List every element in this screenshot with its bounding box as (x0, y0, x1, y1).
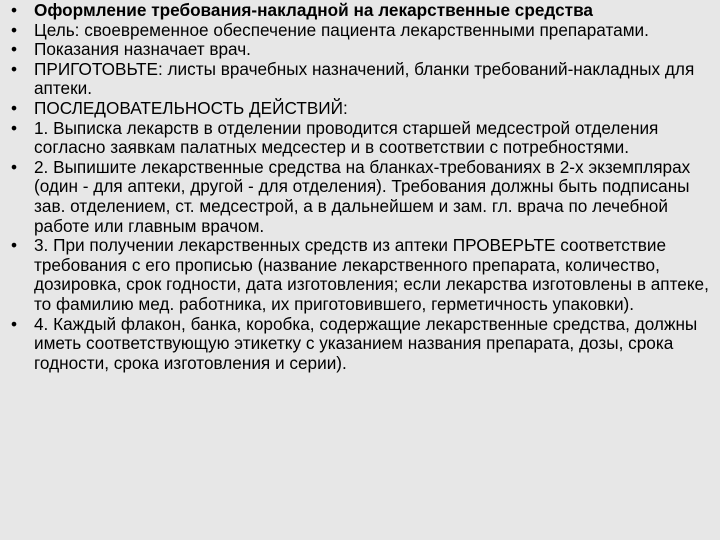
list-item-indications (6, 40, 712, 60)
bullet-list (6, 1, 712, 373)
slide-title: Оформление требования-накладной на лекарственные средства (34, 0, 593, 20)
list-item-goal (6, 21, 712, 41)
bullet-icon: • (10, 39, 18, 60)
goal-text: Цель: своевременное обеспечение пациента лекарственными препаратами. (34, 19, 649, 40)
bullet-icon: • (10, 58, 18, 79)
bullet-icon: • (10, 19, 18, 40)
bullet-icon: • (10, 156, 18, 177)
list-item-sequence (6, 99, 712, 119)
indications-text: Показания назначает врач. (34, 39, 251, 60)
list-item-prepare (6, 60, 712, 99)
step-2-text: 2. Выпишите лекарственные средства на бланках-требованиях в 2-х экземплярах (один - для аптеки, другой - для отделения). Требования должны быть подписаны зав. отделением, ст. медсестрой, а в дальнейшем и зам. гл. врача по лечебной работе или главным врачом. (34, 156, 691, 236)
list-item-title (6, 1, 712, 21)
bullet-icon: • (10, 0, 18, 20)
bullet-icon: • (10, 235, 18, 256)
bullet-icon: • (10, 97, 18, 118)
list-item-step-4 (6, 315, 712, 374)
step-4-text: 4. Каждый флакон, банка, коробка, содержащие лекарственные средства, должны иметь соответствующую этикетку с указанием названия препарата, дозы, срока годности, срока изготовления и серии). (34, 313, 698, 373)
bullet-icon: • (10, 313, 18, 334)
step-3-text: 3. При получении лекарственных средств из аптеки ПРОВЕРЬТЕ соответствие требования с его прописью (название лекарственного препарата, количество, дозировка, срок годности, дата изготовления; если лекарства изготовлены в аптеке, то фамилию мед. работника, их приготовившего, герметичность упаковки). (34, 235, 709, 314)
bullet-icon: • (10, 117, 18, 138)
step-1-text: 1. Выписка лекарств в отделении проводится старшей медсестрой отделения согласно заявкам палатных медсестер и в соответствии с потребностями. (34, 117, 659, 158)
prepare-text: ПРИГОТОВЬТЕ: листы врачебных назначений, бланки требований-накладных для аптеки. (34, 58, 695, 99)
list-item-step-1 (6, 119, 712, 158)
sequence-heading: ПОСЛЕДОВАТЕЛЬНОСТЬ ДЕЙСТВИЙ: (34, 97, 348, 118)
list-item-step-3 (6, 236, 712, 314)
list-item-step-2 (6, 158, 712, 236)
